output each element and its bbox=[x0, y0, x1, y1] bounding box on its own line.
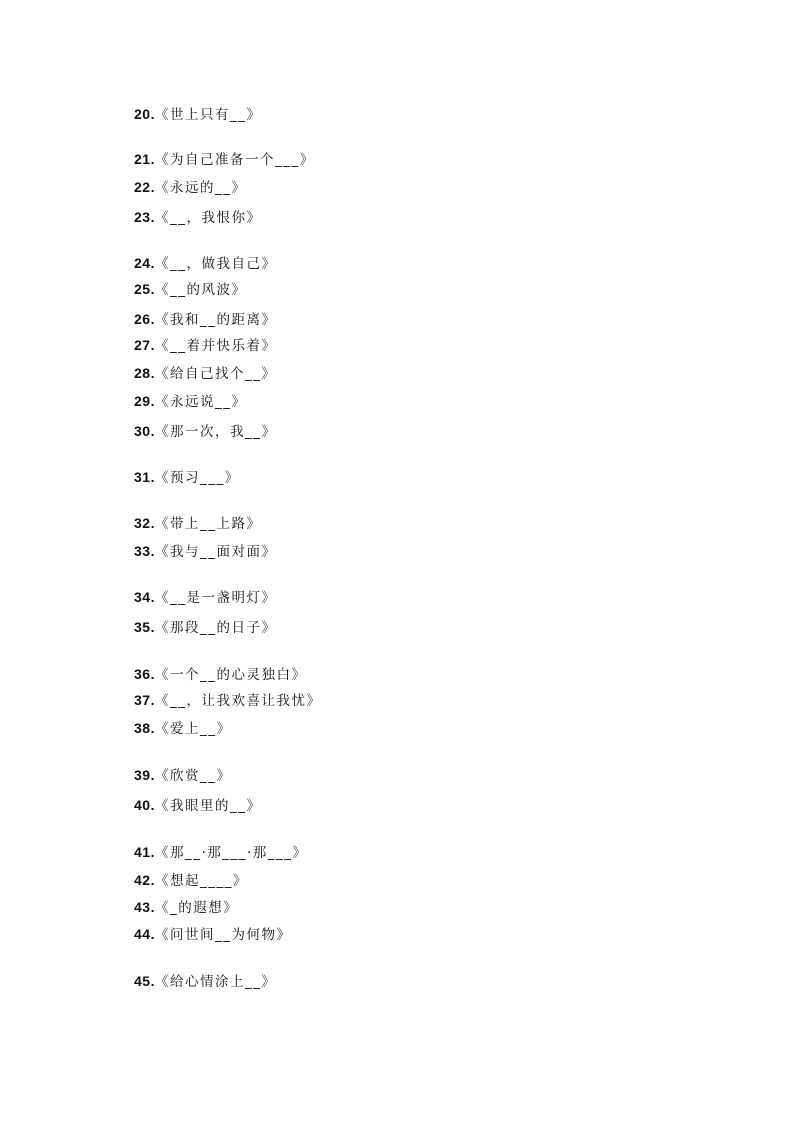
item-title: 《__，我恨你》 bbox=[154, 210, 262, 226]
list-item bbox=[134, 177, 246, 197]
list-item bbox=[134, 513, 261, 533]
item-title: 《我与__面对面》 bbox=[154, 544, 277, 560]
item-number: 42. bbox=[134, 872, 155, 888]
list-item bbox=[134, 309, 276, 329]
item-title: 《为自己准备一个___》 bbox=[154, 152, 315, 168]
item-number: 29. bbox=[134, 393, 155, 409]
item-title: 《给心情涂上__》 bbox=[154, 974, 277, 990]
item-number: 35. bbox=[134, 619, 155, 635]
item-title: 《我和__的距离》 bbox=[154, 312, 277, 328]
list-item bbox=[134, 617, 276, 637]
list-item bbox=[134, 363, 276, 383]
list-item bbox=[134, 690, 321, 710]
list-item bbox=[134, 971, 276, 991]
item-title: 《世上只有__》 bbox=[154, 107, 262, 123]
item-title: 《给自己找个__》 bbox=[154, 366, 277, 382]
item-title: 《__着并快乐着》 bbox=[154, 338, 277, 354]
list-item bbox=[134, 718, 231, 738]
item-title: 《__，做我自己》 bbox=[154, 256, 277, 272]
item-number: 26. bbox=[134, 311, 155, 327]
list-item bbox=[134, 842, 308, 862]
list-item bbox=[134, 335, 276, 355]
list-item bbox=[134, 391, 246, 411]
item-number: 33. bbox=[134, 543, 155, 559]
item-number: 28. bbox=[134, 365, 155, 381]
item-number: 25. bbox=[134, 281, 155, 297]
item-title: 《爱上__》 bbox=[154, 721, 232, 737]
item-number: 21. bbox=[134, 151, 155, 167]
item-number: 43. bbox=[134, 899, 155, 915]
item-title: 《问世间__为何物》 bbox=[154, 927, 292, 943]
item-title: 《__的风波》 bbox=[154, 282, 247, 298]
list-item bbox=[134, 421, 276, 441]
item-number: 44. bbox=[134, 926, 155, 942]
item-title: 《__是一盏明灯》 bbox=[154, 590, 277, 606]
item-number: 40. bbox=[134, 797, 155, 813]
item-number: 30. bbox=[134, 423, 155, 439]
list-item bbox=[134, 207, 261, 227]
list-item bbox=[134, 541, 276, 561]
list-item bbox=[134, 253, 276, 273]
item-title: 《欣赏__》 bbox=[154, 768, 232, 784]
item-title: 《__，让我欢喜让我忧》 bbox=[154, 693, 322, 709]
list-item bbox=[134, 897, 238, 917]
item-number: 23. bbox=[134, 209, 155, 225]
item-number: 22. bbox=[134, 179, 155, 195]
item-title: 《那__·那___·那___》 bbox=[154, 845, 308, 861]
list-item bbox=[134, 795, 261, 815]
item-number: 37. bbox=[134, 692, 155, 708]
item-title: 《那段__的日子》 bbox=[154, 620, 277, 636]
item-title: 《_的遐想》 bbox=[154, 900, 239, 916]
item-number: 20. bbox=[134, 106, 155, 122]
list-item bbox=[134, 149, 315, 169]
list-item bbox=[134, 924, 291, 944]
item-number: 27. bbox=[134, 337, 155, 353]
item-number: 24. bbox=[134, 255, 155, 271]
item-number: 36. bbox=[134, 666, 155, 682]
list-item bbox=[134, 104, 261, 124]
item-title: 《永远说__》 bbox=[154, 394, 247, 410]
item-number: 32. bbox=[134, 515, 155, 531]
list-item bbox=[134, 587, 276, 607]
list-item bbox=[134, 870, 248, 890]
item-title: 《预习___》 bbox=[154, 470, 240, 486]
item-number: 39. bbox=[134, 767, 155, 783]
item-title: 《我眼里的__》 bbox=[154, 798, 262, 814]
list-item bbox=[134, 664, 306, 684]
item-title: 《一个__的心灵独白》 bbox=[154, 667, 307, 683]
item-number: 31. bbox=[134, 469, 155, 485]
item-title: 《想起____》 bbox=[154, 873, 248, 889]
item-number: 41. bbox=[134, 844, 155, 860]
list-item bbox=[134, 765, 231, 785]
list-item bbox=[134, 467, 240, 487]
item-title: 《那一次，我__》 bbox=[154, 424, 277, 440]
item-number: 38. bbox=[134, 720, 155, 736]
item-number: 45. bbox=[134, 973, 155, 989]
item-title: 《带上__上路》 bbox=[154, 516, 262, 532]
item-number: 34. bbox=[134, 589, 155, 605]
item-title: 《永远的__》 bbox=[154, 180, 247, 196]
list-item bbox=[134, 279, 246, 299]
